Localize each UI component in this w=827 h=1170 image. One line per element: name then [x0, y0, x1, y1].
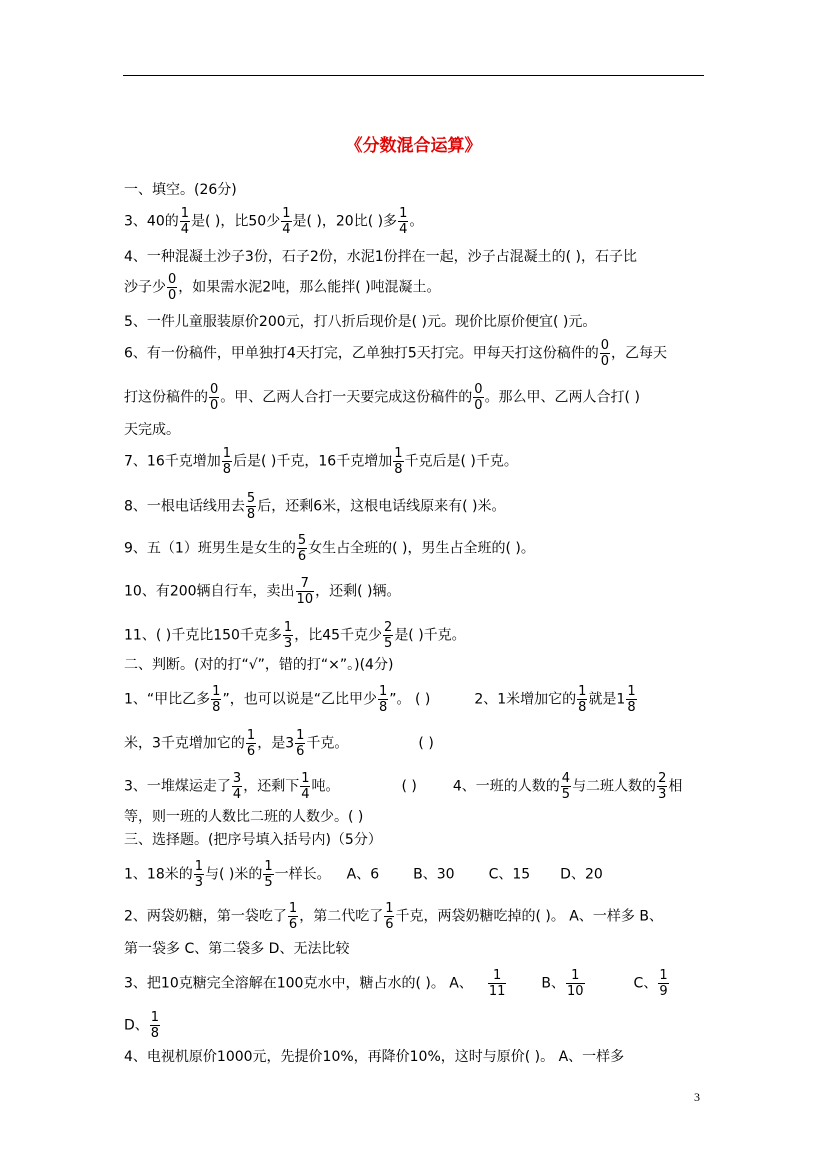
question-4-line-2: 沙子少 $\frac{0}{0}$ ，如果需水泥2吨，那么能拌( )吨混凝土。 [124, 272, 441, 303]
fraction: $\frac{0}{0}$ [168, 272, 177, 303]
page-number: 3 [694, 1090, 700, 1104]
question-9: 9、五（1）班男生是女生的 $\frac{5}{6}$ 女生占全班的( )，男生占全班的( )。 [124, 533, 535, 564]
choice-2-line-2: 第一袋多 C、第二袋多 D、无法比较 [124, 941, 350, 957]
header-rule [123, 75, 704, 76]
fraction: $\frac{7}{10}$ [296, 576, 314, 607]
fraction: $\frac{1}{8}$ [378, 684, 388, 715]
choice-1: 1、18米的 $\frac{1}{3}$ 与( )米的 $\frac{1}{5}$ 一样长。 A、6 B、30 C、15 D、20 [124, 859, 603, 890]
section-fill-heading: 一、填空。(26分) [124, 182, 237, 198]
section-judge-heading: 二、判断。(对的打“√”，错的打“×”。)(4分) [124, 657, 394, 673]
choice-3-line-2: D、 $\frac{1}{8}$ [124, 1010, 160, 1041]
choice-3: 3、把10克糖完全溶解在100克水中，糖占水的( )。 A、 $\frac{1}{11}$ B、 $\frac{1}{10}$ C、 $\frac{1}{9}$ [124, 968, 668, 999]
fraction: $\frac{1}{3}$ [283, 620, 293, 651]
fraction: $\frac{1}{4}$ [399, 206, 408, 237]
judge-3: 3、一堆煤运走了 $\frac{3}{4}$ ，还剩下 $\frac{1}{4}$ 吨。 ( ) 4、一班的人数的 $\frac{4}{5}$ 与二班人数的 $\frac{2}{3}$ 相 [124, 771, 683, 802]
judge-1-line-2: 米，3千克增加它的 $\frac{1}{6}$ ，是3 $\frac{1}{6}$ 千克。 ( ) [124, 728, 434, 759]
question-10: 10、有200辆自行车，卖出 $\frac{7}{10}$ ，还剩( )辆。 [124, 576, 401, 607]
fraction: $\frac{2}{5}$ [384, 620, 393, 651]
question-4-line-1: 4、一种混凝土沙子3份，石子2份，水泥1份拌在一起，沙子占混凝土的( )，石子比 [124, 249, 638, 265]
fraction: $\frac{1}{8}$ [212, 684, 221, 715]
section-choice-heading: 三、选择题。(把序号填入括号内)（5分） [124, 832, 382, 848]
fraction: $\frac{1}{6}$ [246, 728, 256, 759]
fraction: $\frac{1}{6}$ [296, 728, 305, 759]
fraction: $\frac{1}{4}$ [282, 206, 291, 237]
fraction: $\frac{1}{9}$ [659, 968, 668, 999]
fraction: $\frac{1}{11}$ [488, 968, 506, 999]
fraction: $\frac{1}{6}$ [288, 901, 298, 932]
judge-4-line-2: 等，则一班的人数比二班的人数少。( ) [124, 809, 364, 825]
question-11: 11、( )千克比150千克多 $\frac{1}{3}$ ，比45千克少 $\frac{2}{5}$ 是( )千克。 [124, 620, 466, 651]
option-c: C、15 [488, 866, 531, 883]
fraction: $\frac{2}{3}$ [658, 771, 667, 802]
fraction: $\frac{1}{5}$ [264, 859, 273, 890]
fraction: $\frac{4}{5}$ [561, 771, 571, 802]
question-3: 3、40的 $\frac{1}{4}$ 是( )，比50少 $\frac{1}{4}$ 是( )，20比( )多 $\frac{1}{4}$ 。 [124, 206, 424, 237]
fraction: $\frac{1}{8}$ [578, 684, 587, 715]
fraction: $\frac{1}{4}$ [301, 771, 310, 802]
question-6-line-1: 6、有一份稿件，甲单独打4天打完，乙单独打5天打完。甲每天打这份稿件的 $\frac{0}{0}$ ，乙每天 [124, 338, 668, 369]
choice-2: 2、两袋奶糖，第一袋吃了 $\frac{1}{6}$ ，第二代吃了 $\frac{1}{6}$ 千克，两袋奶糖吃掉的( )。 A、一样多 B、 [124, 901, 663, 932]
fraction: $\frac{1}{8}$ [222, 446, 232, 477]
option-b: B、30 [413, 866, 455, 883]
fraction: $\frac{1}{3}$ [194, 859, 204, 890]
fraction: $\frac{1}{10}$ [567, 968, 584, 999]
fraction: $\frac{3}{4}$ [232, 771, 242, 802]
choice-4: 4、电视机原价1000元，先提价10%，再降价10%，这时与原价( )。 A、一样多 [124, 1049, 625, 1065]
fraction: $\frac{1}{4}$ [180, 206, 190, 237]
question-5: 5、一件儿童服装原价200元，打八折后现价是( )元。现价比原价便宜( )元。 [124, 314, 597, 330]
fraction: $\frac{1}{8}$ [150, 1010, 160, 1041]
judge-1: 1、“甲比乙多 $\frac{1}{8}$ ”，也可以说是“乙比甲少 $\frac{1}{8}$ ”。 ( ) 2、1米增加它的 $\frac{1}{8}$ 就是1 $\frac{1}{8}$ [124, 684, 636, 715]
fraction: $\frac{1}{8}$ [394, 446, 403, 477]
question-8: 8、一根电话线用去 $\frac{5}{8}$ 后，还剩6米，这根电话线原来有( )米。 [124, 491, 506, 522]
question-6-line-2: 打这份稿件的 $\frac{0}{0}$ 。甲、乙两人合打一天要完成这份稿件的 $\frac{0}{0}$ 。那么甲、乙两人合打( ) [124, 382, 640, 413]
fraction: $\frac{5}{6}$ [297, 533, 307, 564]
fraction: $\frac{1}{6}$ [385, 901, 394, 932]
fraction: $\frac{0}{0}$ [210, 382, 219, 413]
fraction: $\frac{1}{8}$ [627, 684, 636, 715]
option-d: D、20 [560, 866, 603, 883]
question-6-line-3: 天完成。 [124, 422, 180, 438]
fraction: $\frac{5}{8}$ [246, 491, 256, 522]
page-title: 《分数混合运算》 [345, 136, 482, 156]
fraction: $\frac{0}{0}$ [474, 382, 483, 413]
option-a: A、6 [346, 866, 380, 883]
fraction: $\frac{0}{0}$ [600, 338, 610, 369]
question-7: 7、16千克增加 $\frac{1}{8}$ 后是( )千克，16千克增加 $\frac{1}{8}$ 千克后是( )千克。 [124, 446, 518, 477]
